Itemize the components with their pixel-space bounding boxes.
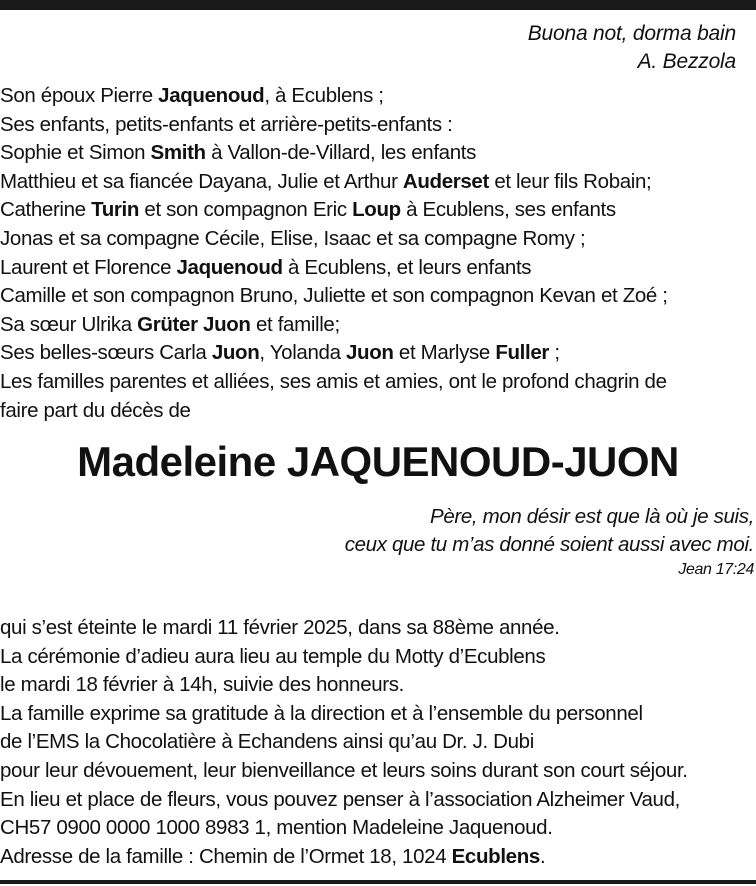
ceremony-details [0,614,756,871]
text-segment: et Marlyse [393,341,496,365]
text-segment: En lieu et place de fleurs, vous pouvez penser à l’association Alzheimer Vaud, [0,787,680,811]
text-segment: CH57 0900 0000 1000 8983 1, mention Madeleine Jaquenoud. [0,816,553,840]
text-segment: pour leur dévouement, leur bienveillance et leurs soins durant son court séjour. [0,758,688,782]
family-line [0,254,756,283]
surname: Jaquenoud [158,84,265,107]
bible-verse [345,503,754,581]
family-line [0,368,756,397]
text-segment: . [539,844,546,868]
text-segment: Matthieu et sa fiancée Dayana, Julie et Arthur [0,169,403,193]
surname: Juon [345,341,394,365]
text-segment: de l’EMS la Chocolatière à Echandens ainsi qu’au Dr. J. Dubi [0,730,534,754]
details-line [0,757,756,786]
top-border [0,0,756,10]
family-line [0,139,756,168]
text-segment: Ses enfants, petits-enfants et arrière-petits-enfants : [0,112,453,136]
family-line [0,397,756,426]
details-line [0,728,756,757]
epigraph-text: Buona not, dorma bain [527,22,736,45]
text-segment: à Vallon-de-Villard, les enfants [205,141,477,165]
text-segment: Laurent et Florence [0,255,177,279]
surname: Juon [211,341,260,365]
text-segment: qui s’est éteinte le mardi 11 février 2025, dans sa 88ème année. [0,616,560,639]
text-segment: ; [549,341,560,365]
family-line [0,339,756,368]
family-line [0,311,756,340]
text-segment: Les familles parentes et alliées, ses amis et amies, ont le profond chagrin de [0,369,667,393]
bottom-border [0,880,756,884]
deceased-name: Madeleine JAQUENOUD-JUON [77,438,679,485]
family-line [0,196,756,225]
surname: Grüter Juon [137,312,251,336]
verse-line-1: Père, mon désir est que là où je suis, [430,505,754,528]
text-segment: , à Ecublens ; [264,84,384,107]
text-segment: La cérémonie d’adieu aura lieu au temple du Motty d’Ecublens [0,644,546,668]
surname: Loup [352,198,401,222]
text-segment: Sa sœur Ulrika [0,312,138,336]
text-segment: , Yolanda [259,341,346,365]
text-segment: Ses belles-sœurs Carla [0,341,212,365]
text-segment: Adresse de la famille : Chemin de l’Ormet 18, 1024 [0,844,452,868]
text-segment: La famille exprime sa gratitude à la direction et à l’ensemble du personnel [0,701,643,725]
text-segment: le mardi 18 février à 14h, suivie des honneurs. [0,673,405,697]
text-segment: à Ecublens, et leurs enfants [282,255,532,279]
details-line [0,700,756,729]
family-line [0,282,756,311]
family-line [0,168,756,197]
family-line [0,111,756,140]
text-segment: et famille; [250,312,340,336]
text-segment: Camille et son compagnon Bruno, Juliette et son compagnon Kevan et Zoé ; [0,284,668,308]
text-segment: et leur fils Robain; [488,169,652,193]
surname: Jaquenoud [176,255,283,279]
text-segment: Son époux Pierre [0,84,159,107]
text-segment: Sophie et Simon [0,141,151,165]
text-segment: faire part du décès de [0,398,191,422]
surname: Ecublens [451,844,540,868]
details-line [0,643,756,672]
text-segment: Jonas et sa compagne Cécile, Elise, Isaac et sa compagne Romy ; [0,226,586,250]
text-segment: Catherine [0,198,92,222]
text-segment: à Ecublens, ses enfants [400,198,616,222]
details-line [0,614,756,643]
verse-reference: Jean 17:24 [678,561,754,578]
text-segment: et son compagnon Eric [139,198,353,222]
surname: Smith [150,141,206,165]
details-line [0,814,756,843]
epigraph [528,20,736,76]
details-line [0,843,756,872]
details-line [0,786,756,815]
family-line [0,225,756,254]
epigraph-author: A. Bezzola [637,50,736,73]
family-line [0,82,756,111]
verse-line-2: ceux que tu m’as donné soient aussi avec moi. [344,533,754,556]
surname: Auderset [402,169,489,193]
details-line [0,671,756,700]
surname: Fuller [495,341,550,365]
family-announcement [0,82,756,425]
surname: Turin [91,198,140,222]
